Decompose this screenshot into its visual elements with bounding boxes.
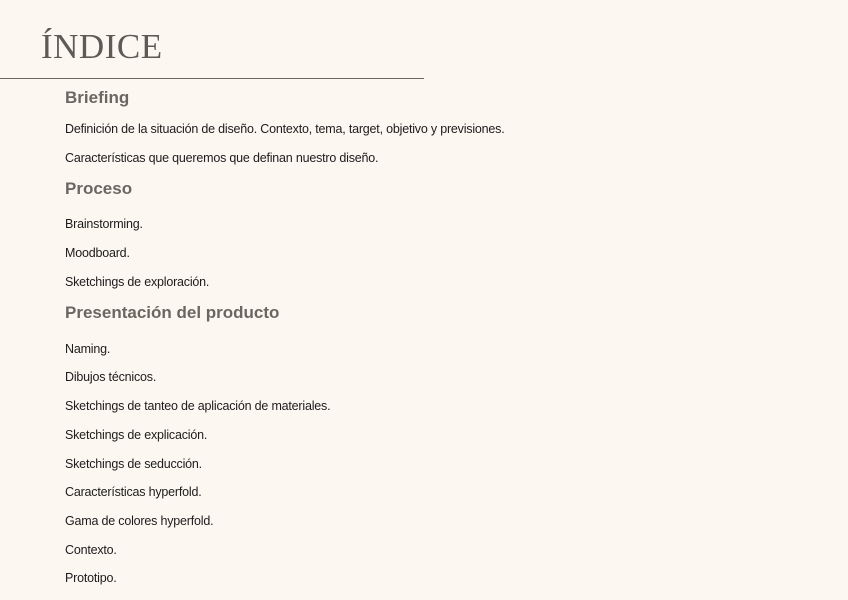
page-title: ÍNDICE: [41, 27, 163, 66]
index-entry: Sketchings de exploración.: [65, 275, 210, 289]
index-entry: Contexto.: [65, 543, 117, 557]
index-entry: Brainstorming.: [65, 217, 143, 231]
index-entry: Definición de la situación de diseño. Contexto, tema, target, objetivo y previsiones.: [65, 122, 505, 136]
section-heading-briefing: Briefing: [65, 88, 130, 107]
index-entry: Dibujos técnicos.: [65, 370, 157, 384]
index-entry: Características que queremos que definan nuestro diseño.: [65, 151, 379, 165]
index-entry: Gama de colores hyperfold.: [65, 514, 214, 528]
index-entry: Características hyperfold.: [65, 485, 202, 499]
title-divider: [0, 78, 424, 79]
section-heading-proceso: Proceso: [65, 179, 133, 198]
index-entry: Prototipo.: [65, 571, 117, 585]
index-entry: Sketchings de tanteo de aplicación de materiales.: [65, 399, 331, 413]
index-entry: Moodboard.: [65, 246, 130, 260]
index-entry: Naming.: [65, 342, 111, 356]
section-heading-presentacion: Presentación del producto: [65, 303, 280, 322]
index-entry: Sketchings de explicación.: [65, 428, 208, 442]
index-entry: Sketchings de seducción.: [65, 457, 202, 471]
